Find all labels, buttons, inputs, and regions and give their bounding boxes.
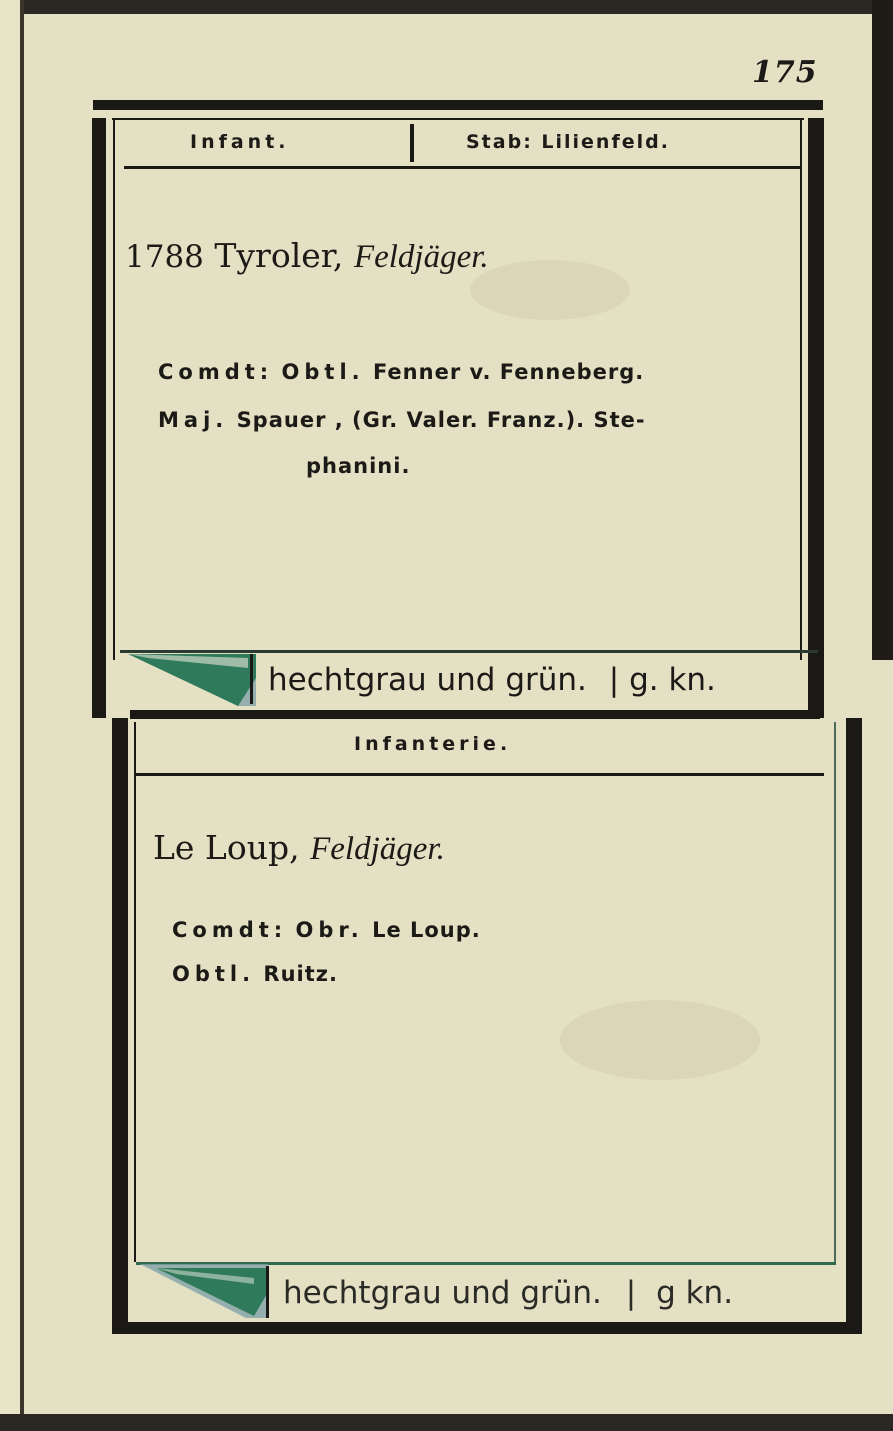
staff-line <box>158 360 644 384</box>
uniform-swatch <box>136 1262 270 1320</box>
bottom-rule <box>116 1322 862 1334</box>
uniform-buttons: g. kn. <box>629 662 716 698</box>
regiment-type: Feldjäger. <box>310 831 445 867</box>
uniform-divider <box>250 654 253 704</box>
uniform-colors: hechtgrau und grün. <box>268 662 587 698</box>
staff-name: Ruitz. <box>263 962 338 986</box>
uniform-divider <box>266 1266 269 1318</box>
uniform-separator: | <box>625 1275 637 1311</box>
regiment-type: Feldjäger. <box>353 239 489 275</box>
uniform-swatch <box>118 648 258 710</box>
staff-rank: Maj. <box>158 408 229 432</box>
staff-name: Fenner v. Fenneberg. <box>372 360 645 384</box>
regiment-title <box>153 828 445 868</box>
staff-name: phanini. <box>306 454 411 478</box>
header-bottom-rule <box>134 773 824 776</box>
scan-edge-bottom <box>0 1414 893 1431</box>
header-bottom-rule <box>124 166 800 169</box>
staff-rank-2: Obr. <box>295 918 364 942</box>
paper-stain <box>470 260 630 320</box>
header-top-rule <box>112 118 804 120</box>
right-border <box>808 118 824 718</box>
header-right: Stab: Lilienfeld. <box>466 131 670 153</box>
scan-edge-right <box>872 0 893 660</box>
right-inner-border <box>834 722 836 1262</box>
staff-rank: Obtl. <box>172 962 256 986</box>
staff-name: Spauer , (Gr. Valer. Franz.). Ste- <box>236 408 646 432</box>
left-border <box>112 718 128 1334</box>
uniform-buttons: g kn. <box>656 1275 734 1311</box>
uniform-colors: hechtgrau und grün. <box>283 1275 602 1311</box>
top-rule <box>93 100 823 110</box>
section-header: Infanterie. <box>354 733 512 755</box>
staff-name: Le Loup. <box>372 918 481 942</box>
left-inner-border <box>134 722 136 1262</box>
right-border <box>846 718 862 1334</box>
uniform-separator: | <box>608 662 620 698</box>
page-number: 175 <box>752 55 818 90</box>
left-inner-border <box>113 120 115 660</box>
left-border <box>92 118 106 718</box>
right-inner-border <box>800 120 802 660</box>
regiment-year: 1788 <box>125 239 204 275</box>
regiment-name: Le Loup, <box>153 828 300 867</box>
staff-rank: Comdt: <box>158 360 274 384</box>
staff-line <box>172 918 481 942</box>
header-left: Infant. <box>190 131 290 153</box>
scan-edge-top <box>0 0 893 14</box>
header-separator <box>410 124 414 162</box>
top-section-bottom-rule <box>130 710 820 719</box>
staff-line <box>306 454 410 478</box>
staff-rank: Comdt: <box>172 918 288 942</box>
book-spine <box>0 0 24 1431</box>
uniform-row <box>283 1275 733 1311</box>
staff-rank-2: Obtl. <box>281 360 365 384</box>
regiment-name: Tyroler, <box>214 236 344 275</box>
staff-line <box>158 408 646 432</box>
staff-line <box>172 962 338 986</box>
uniform-row <box>268 662 716 698</box>
paper-stain <box>560 1000 760 1080</box>
regiment-title <box>125 236 489 276</box>
